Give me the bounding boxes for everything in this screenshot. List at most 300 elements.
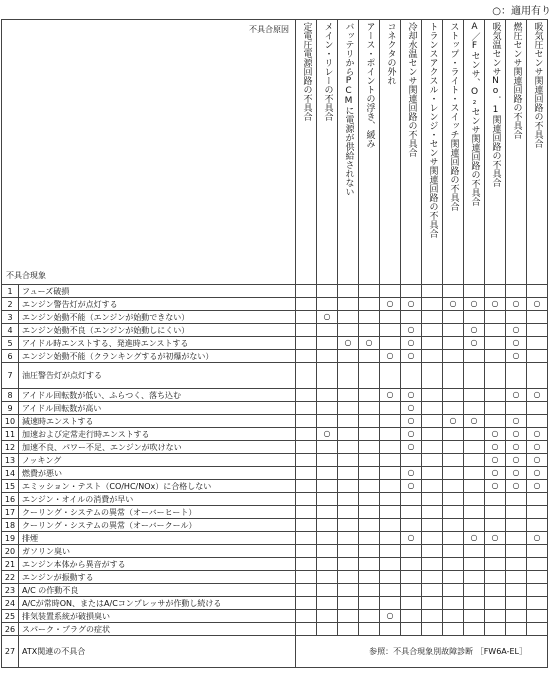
empty-cell — [338, 480, 359, 493]
empty-cell — [422, 532, 443, 545]
empty-cell — [485, 597, 506, 610]
applicable-mark: ○ — [359, 337, 380, 350]
phenomenon-text: スパーク・プラグの症状 — [19, 623, 296, 636]
empty-cell — [464, 363, 485, 389]
applicable-mark: ○ — [464, 298, 485, 311]
empty-cell — [317, 389, 338, 402]
row-number: 23 — [2, 584, 19, 597]
row-number: 2 — [2, 298, 19, 311]
empty-cell — [296, 285, 317, 298]
empty-cell — [464, 441, 485, 454]
row-number: 24 — [2, 597, 19, 610]
phenomenon-text: 油圧警告灯が点灯する — [19, 363, 296, 389]
empty-cell — [338, 610, 359, 623]
empty-cell — [443, 480, 464, 493]
empty-cell — [359, 324, 380, 337]
empty-cell — [296, 506, 317, 519]
empty-cell — [401, 285, 422, 298]
applicable-mark: ○ — [317, 428, 338, 441]
empty-cell — [422, 298, 443, 311]
empty-cell — [464, 428, 485, 441]
empty-cell — [485, 324, 506, 337]
empty-cell — [422, 519, 443, 532]
empty-cell — [380, 545, 401, 558]
empty-cell — [401, 623, 422, 636]
applicable-mark: ○ — [380, 389, 401, 402]
phenomenon-text: ノッキング — [19, 454, 296, 467]
applicable-mark: ○ — [401, 467, 422, 480]
empty-cell — [527, 324, 548, 337]
phenomenon-text: 減速時エンストする — [19, 415, 296, 428]
empty-cell — [422, 545, 443, 558]
cause-header — [422, 20, 443, 285]
phenomenon-text: 加速および定常走行時エンストする — [19, 428, 296, 441]
empty-cell — [338, 389, 359, 402]
empty-cell — [380, 584, 401, 597]
row-number: 27 — [2, 636, 19, 668]
empty-cell — [359, 519, 380, 532]
row-number: 22 — [2, 571, 19, 584]
row-number: 26 — [2, 623, 19, 636]
empty-cell — [422, 311, 443, 324]
empty-cell — [401, 597, 422, 610]
empty-cell — [380, 454, 401, 467]
empty-cell — [296, 363, 317, 389]
applicable-mark: ○ — [485, 441, 506, 454]
applicable-mark: ○ — [464, 532, 485, 545]
table-row — [2, 311, 548, 324]
empty-cell — [317, 558, 338, 571]
empty-cell — [317, 324, 338, 337]
empty-cell — [422, 610, 443, 623]
empty-cell — [464, 311, 485, 324]
empty-cell — [485, 311, 506, 324]
empty-cell — [296, 324, 317, 337]
row-number: 11 — [2, 428, 19, 441]
row-number: 15 — [2, 480, 19, 493]
empty-cell — [464, 402, 485, 415]
phenomenon-text: 燃費が悪い — [19, 467, 296, 480]
empty-cell — [380, 506, 401, 519]
empty-cell — [506, 610, 527, 623]
row-number: 20 — [2, 545, 19, 558]
empty-cell — [380, 519, 401, 532]
empty-cell — [443, 311, 464, 324]
phenomenon-text: エンジン始動不良（エンジンが始動しにくい） — [19, 324, 296, 337]
empty-cell — [401, 311, 422, 324]
empty-cell — [527, 597, 548, 610]
empty-cell — [464, 480, 485, 493]
empty-cell — [380, 311, 401, 324]
corner-header — [2, 20, 296, 285]
empty-cell — [296, 597, 317, 610]
empty-cell — [401, 558, 422, 571]
empty-cell — [527, 402, 548, 415]
empty-cell — [296, 493, 317, 506]
applicable-mark: ○ — [401, 441, 422, 454]
empty-cell — [506, 363, 527, 389]
empty-cell — [422, 493, 443, 506]
empty-cell — [317, 298, 338, 311]
empty-cell — [527, 519, 548, 532]
applicable-mark: ○ — [401, 350, 422, 363]
empty-cell — [338, 350, 359, 363]
empty-cell — [296, 415, 317, 428]
table-row — [2, 623, 548, 636]
applicable-mark: ○ — [506, 298, 527, 311]
empty-cell — [380, 493, 401, 506]
empty-cell — [422, 467, 443, 480]
empty-cell — [401, 519, 422, 532]
cause-label: 吸気圧センサ関連回路の不具合 — [532, 22, 543, 148]
table-row — [2, 467, 548, 480]
cause-header — [401, 20, 422, 285]
empty-cell — [317, 350, 338, 363]
empty-cell — [380, 285, 401, 298]
applicable-mark: ○ — [506, 467, 527, 480]
empty-cell — [506, 571, 527, 584]
applicable-mark: ○ — [527, 532, 548, 545]
empty-cell — [359, 363, 380, 389]
applicable-mark: ○ — [401, 532, 422, 545]
applicable-mark: ○ — [401, 298, 422, 311]
applicable-mark: ○ — [380, 610, 401, 623]
cause-label: トランスアクスル・レンジ・センサ関連回路の不具合 — [427, 22, 438, 238]
empty-cell — [443, 571, 464, 584]
row-number: 8 — [2, 389, 19, 402]
empty-cell — [338, 623, 359, 636]
empty-cell — [464, 623, 485, 636]
table-row — [2, 532, 548, 545]
empty-cell — [296, 519, 317, 532]
empty-cell — [422, 389, 443, 402]
empty-cell — [464, 519, 485, 532]
empty-cell — [401, 363, 422, 389]
empty-cell — [485, 389, 506, 402]
table-row — [2, 636, 548, 668]
table-row — [2, 454, 548, 467]
empty-cell — [464, 285, 485, 298]
empty-cell — [296, 402, 317, 415]
empty-cell — [443, 506, 464, 519]
empty-cell — [443, 337, 464, 350]
empty-cell — [485, 493, 506, 506]
phenomenon-text: 排気装置系統が破損臭い — [19, 610, 296, 623]
table-row — [2, 480, 548, 493]
empty-cell — [296, 480, 317, 493]
empty-cell — [422, 571, 443, 584]
empty-cell — [317, 506, 338, 519]
phenomenon-text: アイドル回転数が低い、ふらつく、落ち込む — [19, 389, 296, 402]
table-row — [2, 506, 548, 519]
empty-cell — [443, 545, 464, 558]
empty-cell — [317, 467, 338, 480]
phenomenon-text: A/Cが常時ON、またはA/Cコンプレッサが作動し続ける — [19, 597, 296, 610]
empty-cell — [443, 389, 464, 402]
empty-cell — [401, 545, 422, 558]
empty-cell — [464, 350, 485, 363]
empty-cell — [527, 311, 548, 324]
empty-cell — [317, 441, 338, 454]
row-number: 9 — [2, 402, 19, 415]
empty-cell — [338, 493, 359, 506]
applicable-mark: ○ — [506, 428, 527, 441]
phenomenon-text: エンジンが振動する — [19, 571, 296, 584]
empty-cell — [338, 558, 359, 571]
empty-cell — [296, 558, 317, 571]
table-row — [2, 428, 548, 441]
empty-cell — [422, 428, 443, 441]
empty-cell — [359, 571, 380, 584]
empty-cell — [296, 428, 317, 441]
table-row — [2, 324, 548, 337]
empty-cell — [338, 311, 359, 324]
empty-cell — [296, 298, 317, 311]
table-row — [2, 545, 548, 558]
cause-label: ストップ・ライト・スイッチ関連回路の不具合 — [448, 22, 459, 211]
empty-cell — [464, 467, 485, 480]
empty-cell — [464, 610, 485, 623]
empty-cell — [506, 311, 527, 324]
empty-cell — [380, 597, 401, 610]
cause-label: バッテリからPCMに電源が供給されない — [343, 22, 354, 196]
cause-label: A／Fセンサ、O₂センサ関連回路の不具合 — [469, 22, 480, 206]
empty-cell — [422, 506, 443, 519]
cause-header — [296, 20, 317, 285]
empty-cell — [338, 285, 359, 298]
table-row — [2, 571, 548, 584]
empty-cell — [296, 441, 317, 454]
row-number: 17 — [2, 506, 19, 519]
row-number: 25 — [2, 610, 19, 623]
row-number: 4 — [2, 324, 19, 337]
empty-cell — [527, 363, 548, 389]
empty-cell — [317, 363, 338, 389]
fault-diagnosis-table — [1, 19, 548, 668]
cause-header — [464, 20, 485, 285]
empty-cell — [338, 532, 359, 545]
table-row — [2, 285, 548, 298]
phenomenon-text: クーリング・システムの異常（オーバークール） — [19, 519, 296, 532]
cause-label: 定電圧電源回路の不具合 — [301, 22, 312, 121]
empty-cell — [422, 402, 443, 415]
applicable-mark: ○ — [464, 337, 485, 350]
applicable-mark: ○ — [401, 389, 422, 402]
applicable-mark: ○ — [506, 415, 527, 428]
empty-cell — [464, 597, 485, 610]
cause-label: 吸気温センサNo．1関連回路の不具合 — [490, 22, 501, 187]
empty-cell — [506, 532, 527, 545]
row-number: 3 — [2, 311, 19, 324]
applicable-mark: ○ — [485, 467, 506, 480]
empty-cell — [443, 350, 464, 363]
empty-cell — [380, 402, 401, 415]
empty-cell — [380, 337, 401, 350]
empty-cell — [485, 402, 506, 415]
empty-cell — [443, 454, 464, 467]
empty-cell — [317, 597, 338, 610]
empty-cell — [359, 350, 380, 363]
empty-cell — [527, 493, 548, 506]
phenomenon-text: アイドル時エンストする、発進時エンストする — [19, 337, 296, 350]
empty-cell — [443, 402, 464, 415]
empty-cell — [422, 597, 443, 610]
table-row — [2, 558, 548, 571]
applicable-mark: ○ — [527, 428, 548, 441]
empty-cell — [485, 571, 506, 584]
empty-cell — [527, 558, 548, 571]
applicable-mark: ○ — [401, 324, 422, 337]
empty-cell — [422, 623, 443, 636]
empty-cell — [359, 389, 380, 402]
phenomenon-text: エンジン本体から異音がする — [19, 558, 296, 571]
empty-cell — [443, 532, 464, 545]
applicable-mark: ○ — [506, 337, 527, 350]
empty-cell — [422, 454, 443, 467]
row-number: 10 — [2, 415, 19, 428]
empty-cell — [296, 389, 317, 402]
table-row — [2, 519, 548, 532]
empty-cell — [338, 402, 359, 415]
empty-cell — [485, 519, 506, 532]
empty-cell — [527, 337, 548, 350]
empty-cell — [359, 558, 380, 571]
empty-cell — [443, 324, 464, 337]
applicable-mark: ○ — [443, 415, 464, 428]
empty-cell — [527, 584, 548, 597]
empty-cell — [359, 623, 380, 636]
empty-cell — [464, 454, 485, 467]
phenomenon-text: クーリング・システムの異常（オーバーヒート） — [19, 506, 296, 519]
empty-cell — [422, 558, 443, 571]
row-number: 18 — [2, 519, 19, 532]
empty-cell — [443, 467, 464, 480]
empty-cell — [506, 519, 527, 532]
empty-cell — [443, 363, 464, 389]
cause-header — [506, 20, 527, 285]
empty-cell — [485, 350, 506, 363]
empty-cell — [401, 454, 422, 467]
cause-header — [485, 20, 506, 285]
applicable-mark: ○ — [527, 389, 548, 402]
row-number: 16 — [2, 493, 19, 506]
empty-cell — [338, 545, 359, 558]
applicable-mark: ○ — [380, 350, 401, 363]
empty-cell — [422, 441, 443, 454]
empty-cell — [359, 545, 380, 558]
empty-cell — [317, 493, 338, 506]
empty-cell — [485, 610, 506, 623]
applicable-mark: ○ — [527, 298, 548, 311]
empty-cell — [527, 571, 548, 584]
empty-cell — [443, 285, 464, 298]
empty-cell — [380, 558, 401, 571]
row-number: 6 — [2, 350, 19, 363]
applicable-mark: ○ — [401, 428, 422, 441]
empty-cell — [380, 571, 401, 584]
empty-cell — [443, 441, 464, 454]
empty-cell — [338, 441, 359, 454]
applicable-mark: ○ — [401, 415, 422, 428]
empty-cell — [380, 363, 401, 389]
applicable-mark: ○ — [401, 337, 422, 350]
cause-label: 燃圧センサ関連回路の不具合 — [511, 22, 522, 139]
empty-cell — [359, 441, 380, 454]
applicable-mark: ○ — [485, 454, 506, 467]
cause-header — [338, 20, 359, 285]
table-row — [2, 597, 548, 610]
empty-cell — [380, 623, 401, 636]
empty-cell — [485, 584, 506, 597]
empty-cell — [401, 493, 422, 506]
empty-cell — [485, 545, 506, 558]
empty-cell — [317, 337, 338, 350]
phenomenon-text: 加速不良、パワー不足、エンジンが吹けない — [19, 441, 296, 454]
empty-cell — [359, 532, 380, 545]
empty-cell — [317, 610, 338, 623]
row-number: 12 — [2, 441, 19, 454]
empty-cell — [338, 584, 359, 597]
empty-cell — [422, 337, 443, 350]
cause-label: 冷却水温センサ関連回路の不具合 — [406, 22, 417, 157]
empty-cell — [422, 415, 443, 428]
empty-cell — [317, 480, 338, 493]
table-row — [2, 441, 548, 454]
applicable-mark: ○ — [527, 467, 548, 480]
empty-cell — [338, 298, 359, 311]
table-row — [2, 389, 548, 402]
empty-cell — [485, 415, 506, 428]
table-row — [2, 298, 548, 311]
empty-cell — [359, 298, 380, 311]
empty-cell — [485, 285, 506, 298]
empty-cell — [506, 285, 527, 298]
empty-cell — [485, 558, 506, 571]
cause-header — [317, 20, 338, 285]
table-row — [2, 350, 548, 363]
empty-cell — [359, 311, 380, 324]
empty-cell — [506, 623, 527, 636]
applicable-mark: ○ — [485, 532, 506, 545]
empty-cell — [338, 454, 359, 467]
empty-cell — [380, 467, 401, 480]
applicable-mark: ○ — [506, 350, 527, 363]
empty-cell — [317, 402, 338, 415]
empty-cell — [527, 415, 548, 428]
applicable-mark: ○ — [506, 441, 527, 454]
empty-cell — [317, 623, 338, 636]
empty-cell — [464, 389, 485, 402]
phenomenon-axis-label: 不具合現象 — [6, 271, 46, 280]
cause-label: コネクタの外れ — [385, 22, 396, 85]
empty-cell — [359, 584, 380, 597]
empty-cell — [422, 350, 443, 363]
phenomenon-text: エンジン警告灯が点灯する — [19, 298, 296, 311]
applicable-mark: ○ — [464, 324, 485, 337]
applicable-mark: ○ — [527, 441, 548, 454]
empty-cell — [506, 545, 527, 558]
table-row — [2, 493, 548, 506]
empty-cell — [464, 545, 485, 558]
empty-cell — [422, 363, 443, 389]
applicable-mark: ○ — [506, 480, 527, 493]
empty-cell — [317, 532, 338, 545]
empty-cell — [338, 415, 359, 428]
empty-cell — [317, 285, 338, 298]
empty-cell — [422, 584, 443, 597]
applicable-mark: ○ — [506, 324, 527, 337]
empty-cell — [317, 545, 338, 558]
